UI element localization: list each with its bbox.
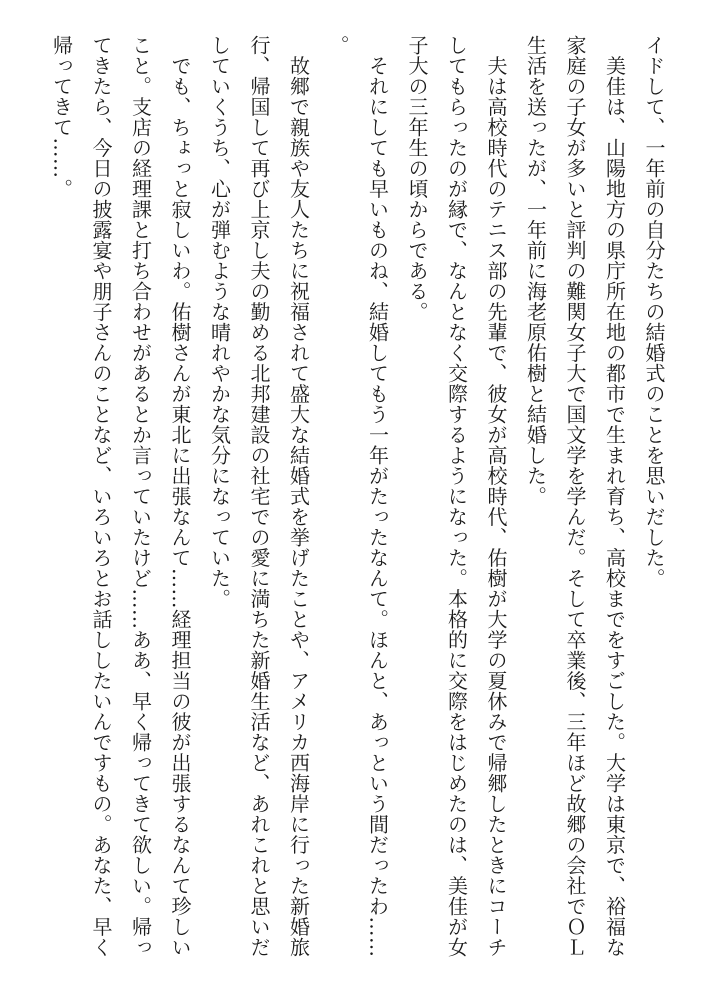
paragraph-2: 美佳は、山陽地方の県庁所在地の都市で生まれ育ち、高校までをすごした。大学は東京で、裕福な家庭の子女が多いと評判の難関女子大で国文学を学んだ。そして卒業後、三年ほど故郷の会社でＯＬ生活を送ったが、一年前に海老原佑樹と結婚した。: [523, 35, 627, 958]
paragraph-4: それにしても早いものね、結婚してもう一年がたったなんて。ほんと、あっという間だったわ……。: [326, 35, 390, 958]
paragraph-6: でも、ちょっと寂しいわ。佑樹さんが東北に出張なんて……経理担当の彼が出張するなんて珍しいこと。支店の経理課と打ち合わせがあるとか言っていたけど……ああ、早く帰ってきて欲しい。帰ってきたら、今日の披露宴や朋子さんのことなど、いろいろとお話ししたいんですもの。あなた、早く帰ってきて……。: [49, 35, 192, 958]
paragraph-5: 故郷で親族や友人たちに祝福されて盛大な結婚式を挙げたことや、アメリカ西海岸に行った新婚旅行、帰国して再び上京し夫の勤める北邦建設の社宅での愛に満ちた新婚生活など、あれこれと思いだしていくうち、心が弾むような晴れやかな気分になっていた。: [207, 35, 311, 958]
paragraph-1: イドして、一年前の自分たちの結婚式のことを思いだした。: [642, 35, 666, 589]
vertical-text-block: [41, 35, 673, 975]
paragraph-3: 夫は高校時代のテニス部の先輩で、彼女が高校時代、佑樹が大学の夏休みで帰郷したときにコーチしてもらったのが縁で、なんとなく交際するようになった。本格的に交際をはじめたのは、美佳が女子大の三年生の頃からである。: [405, 35, 508, 958]
